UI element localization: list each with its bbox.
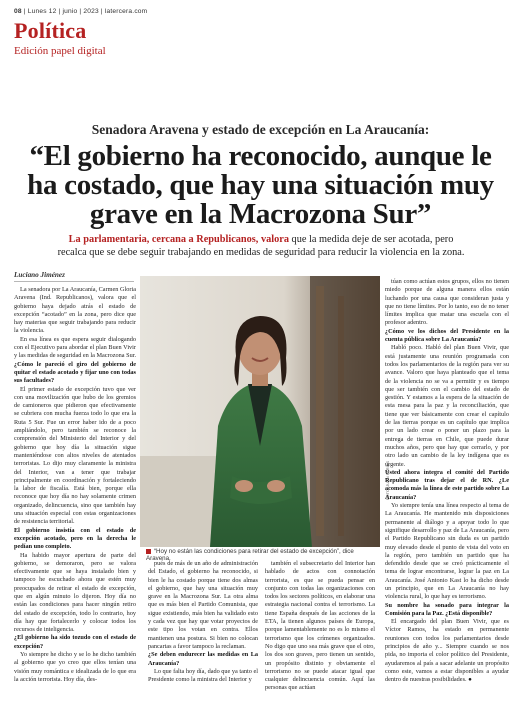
site-link[interactable]: latercera.com (104, 8, 148, 15)
article-column-3 (265, 560, 375, 716)
photo-caption: “Hoy no están las condiciones para retirar del estado de excepción”, dice Aravena. (146, 548, 354, 562)
body-paragraph: El primer estado de excepción tuvo que ver con una movilización que hubo de los gremios de camioneros que pidieron que efectivamente se cubriera con mucha fuerza todo lo que era la Ruta 5 Sur. Fue un error haber ido de a poco ampliándolo, pero también se reconoce la comprensión del Ministerio del Interior y del gobierno que hoy día la situación sigue manteniéndose con altos niveles de atentados terroristas. Lo dijo muy claramente la ministra del Interior, van a tener que trabajar principalmente en coordinación y fortaleciendo la labor de fiscalía. Está bien, porque ella reconoce que hoy día no hay solamente crimen organizado, delincuencia, sino que también hay una situación especial con estas organizaciones de resistencia territorial. (14, 385, 136, 526)
section-title: Política (14, 18, 87, 43)
body-paragraph: Lo que falta hoy día, dado que ya tanto el Presidente como la ministra del Interior y (148, 667, 258, 684)
body-paragraph: Yo siempre tenía una línea respecto al tema de La Araucanía. He mantenido mis disposiciones permanente al diálogo y a apoyar todo lo que signifique desarrollo y paz de La Araucanía, pero el Partido Republicano sin duda es un partido muy elevado desde el punto de vista del voto en la región, pero también un partido que ha defendido desde que se creó prácticamente el tema de lograr encontrarse, lograr la paz en La Araucanía. José Antonio Kast lo ha dicho desde un principio, que en La Araucanía no hay violencia rural, lo que hay es terrorismo. (385, 502, 509, 601)
article-column-4 (385, 278, 509, 708)
article-headline: “El gobierno ha reconocido, aunque le ha costado, que hay una situación muy grave en la Macrozona Sur” (27, 140, 494, 230)
deck-text: que la medida deje de ser acotada, pero recalca que se debe seguir trabajando en medidas de seguridad para reducir la violencia en la zona. (57, 234, 465, 258)
section-subtitle: Edición papel digital (14, 45, 106, 57)
body-paragraph: también el subsecretario del Interior han hablado de actos con connotación terrorista, es que se pueda pensar en conjunto con todas las organizaciones con todos los sectores políticos, en elaborar una estrategia nacional contra el terrorismo. La tiene España después de las acciones de la ETA, la tienen algunos países de Europa, porque lamentablemente no es lo mismo el terrorismo que los crímenes organizados. No digo que uno sea más grave que el otro, los dos son graves, pero tienen un sentido, un propósito distinto y obviamente el terrorismo no se puede atacar igual que cualquier delincuencia común. Aquí las personas que actúan (265, 560, 375, 692)
body-paragraph: La senadora por La Araucanía, Carmen Gloria Aravena (Ind. Republicanos), valora que el gobierno haya dejado atrás el estado de excepción “acotado” en la zona, pero dice que hay materias que seguir trabajando para reducir la violencia. (14, 286, 136, 335)
body-paragraph: Ha habido mayor apertura de parte del gobierno, se demoraron, pero se valora efectivamente que se haya instalado bien y tampoco he escuchado ahora que estén muy preocupados de retirar el estado de excepción, que en algún minuto lo dijeron. Hoy día no están las condiciones para hacer ningún retiro del estado de excepción, todo lo contrario, hoy día hay que fortalecerlo y colocar todos los recursos de inteligencia. (14, 551, 136, 634)
caption-camera-icon (146, 549, 151, 554)
byline-rule (14, 281, 134, 282)
author-byline: Luciano Jiménez (14, 271, 65, 279)
body-paragraph: túan como actúan estos grupos, ellos no tienen miedo porque de alguna manera ellos están luchando por una causa que consideran justa y que no tiene límites. Por lo tanto, eso de no tener límites implica que matar una escuela con el profesor adentro. (385, 278, 509, 327)
body-paragraph: Yo siempre he dicho y se lo he dicho también al gobierno que yo creo que ellos tenían una visión muy romántica e idealizada de lo que era la acción terrorista. Hoy día, des- (14, 651, 136, 683)
interview-question: ¿Cómo ve los dichos del Presidente en la cuenta pública sobre La Araucanía? (385, 327, 509, 344)
interview-question: ¿Cómo le pareció el giro del gobierno de quitar el estado acotado y fijar uno con todas sus facultades? (14, 360, 136, 385)
interview-question: El gobierno insistía con el estado de excepción acotado, pero en la derecha le pedían uno completo. (14, 526, 136, 551)
interview-question: ¿El gobierno ha sido tozudo con el estado de excepción? (14, 634, 136, 650)
body-paragraph: El encargado del plan Buen Vivir, que es Víctor Ramos, ha estado en permanente reuniones con todos los parlamentarios desde principios de año y... Siempre cuando se nos pida, no importa el color político del Presidente, ayudaremos al país a sacar adelante un propósito como este, vamos a estar disponibles a ayudar dentro de nuestras posibilidades. ● (385, 618, 509, 684)
deck-highlight: La parlamentaria, cercana a Republicanos, valora (68, 234, 289, 245)
article-kicker: Senadora Aravena y estado de excepción en La Araucanía: (91, 122, 430, 137)
article-deck (56, 233, 466, 259)
page-number: 08 (14, 8, 22, 15)
body-paragraph: pués de más de un año de administración del Estado, el gobierno ha reconocido, si bien le ha costado porque tiene dos almas el gobierno, que hay una situación muy grave en la Macrozona Sur. La otra alma que es más bien el Partido Comunista, que sigue existiendo, más bien ha validado esto y cada vez que hay que votar proyectos de este tipo los votan en contra. Ellos mantienen una postura. Si bien no colocan pancartas a favor tampoco la reclaman. (148, 560, 258, 650)
interview-question: Usted ahora integra el comité del Partido Republicano tras dejar el de RN. ¿Le acomoda más la línea de este partido sobre La Araucanía? (385, 468, 509, 501)
body-paragraph: En esa línea es que espera seguir dialogando con el Ejecutivo para abordar el plan Buen Vivir y las medidas de seguridad en la Macrozona Sur. (14, 335, 136, 360)
photo-credit: FOTO: JUAN FARÍAS (385, 460, 390, 500)
article-column-2 (148, 560, 258, 716)
page-date: Lunes 12 | junio | 2023 (27, 8, 99, 15)
body-paragraph: Habló poco. Habló del plan Buen Vivir, que está justamente una reunión programada con todos los parlamentarios de la región para ver su avance. Valoro que haya planteado que el tema de la violencia no se va a permitir y es tiempo que ser también con el cambio del estado de gestión. Y estamos a la espera de la situación de esta mesa para la paz y la reconciliación, que tiene que ver básicamente con crear el capítulo de las tierras porque es un capítulo que implica por un lado crear o poner un plazo para la entrega de tierras en Chile, que puede durar muchos años, pero que hay que cerrarlo, y por otro lado un cambio de la ley indígena que es urgente. (385, 344, 509, 468)
senator-portrait-image (140, 276, 380, 547)
article-photo (140, 276, 380, 547)
interview-question: ¿Se deben endurecer las medidas en La Araucanía? (148, 651, 258, 667)
article-column-1 (14, 286, 136, 716)
interview-question: Su nombre ha sonado para integrar la Comisión para la Paz. ¿Está disponible? (385, 601, 509, 617)
page-header: 08 | Lunes 12 | junio | 2023 | latercera.com (14, 8, 148, 15)
